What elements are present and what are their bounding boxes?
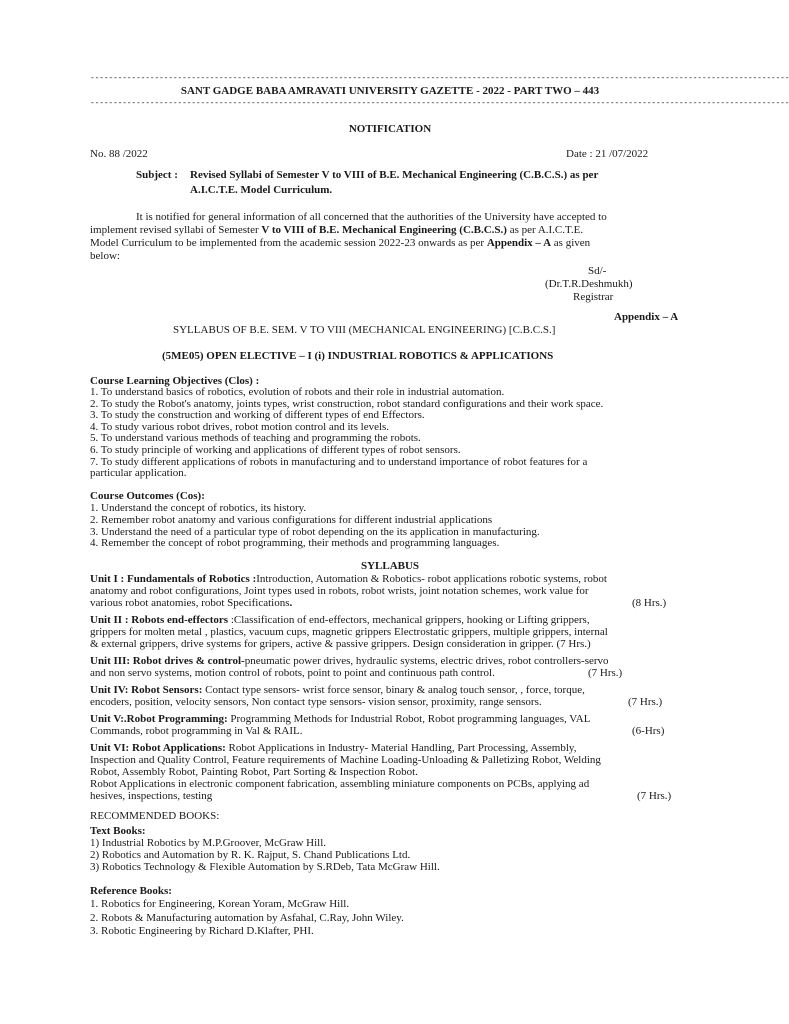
signatory-name: (Dr.T.R.Deshmukh) [545, 278, 633, 290]
recommended-books-heading: RECOMMENDED BOOKS: [90, 810, 220, 822]
unit-1-hours: (8 Hrs.) [632, 597, 667, 609]
unit-2-line-2: grippers for molten metal , plastics, vacuum cups, magnetic grippers Electrostatic grippers, multiple grippers, internal [90, 626, 608, 638]
notification-date: Date : 21 /07/2022 [566, 148, 649, 160]
objective-item: 3. To study the construction and working of different types of end Effectors. [90, 409, 425, 421]
body-line-3: Model Curriculum to be implemented from the academic session 2022-23 onwards as per Appendix – A as given [90, 237, 591, 249]
signature-sd: Sd/- [588, 265, 607, 277]
outcome-item: 1. Understand the concept of robotics, its history. [90, 502, 307, 514]
unit-2-line-1: Unit II : Robots end-effectors :Classification of end-effectors, mechanical grippers, hooking or Lifting grippers, [90, 614, 590, 626]
objective-item: particular application. [90, 467, 187, 479]
unit-2-line-3: & external grippers, drive systems for gripers, active & passive grippers. Design consideration in gripper. (7 Hrs.) [90, 638, 591, 650]
unit-6-line-2: Inspection and Quality Control, Feature requirements of Machine Loading-Unloading & Palletizing Robot, Welding [90, 754, 601, 766]
appendix-label: Appendix – A [614, 311, 679, 323]
outcomes-heading: Course Outcomes (Cos): [90, 490, 205, 502]
unit-6-line-3: Robot, Assembly Robot, Painting Robot, Part Sorting & Inspection Robot. [90, 766, 418, 778]
subject-line-1: Revised Syllabi of Semester V to VIII of B.E. Mechanical Engineering (C.B.C.S.) as per [190, 169, 599, 181]
objective-item: 7. To study different applications of robots in manufacturing and to understand importance of robot features for a [90, 456, 588, 468]
unit-5-hours: (6-Hrs) [632, 725, 665, 737]
outcome-item: 2. Remember robot anatomy and various configurations for different industrial applications [90, 514, 493, 526]
body-line-4: below: [90, 250, 120, 262]
objective-item: 4. To study various robot drives, robot motion control and its levels. [90, 421, 390, 433]
unit-3-line-2: and non servo systems, motion control of robots, point to point and continuous path control. [90, 667, 495, 679]
reference-books-heading: Reference Books: [90, 885, 172, 897]
body-line-1: It is notified for general information of all concerned that the authorities of the University have accepted to [136, 211, 607, 223]
header-rule-bottom: -------------------------------------------------------------------------------------------------------------------------------------------------------- [90, 99, 789, 108]
header-rule-top: -------------------------------------------------------------------------------------------------------------------------------------------------------- [90, 74, 789, 83]
text-book-item: 2) Robotics and Automation by R. K. Rajput, S. Chand Publications Ltd. [90, 849, 411, 861]
body-line-2: implement revised syllabi of Semester V to VIII of B.E. Mechanical Engineering (C.B.C.S.) as per A.I.C.T.E. [90, 224, 584, 236]
reference-book-item: 2. Robots & Manufacturing automation by Asfahal, C.Ray, John Wiley. [90, 912, 404, 924]
unit-4-hours: (7 Hrs.) [628, 696, 663, 708]
unit-6-line-1: Unit VI: Robot Applications: Robot Applications in Industry- Material Handling, Part Processing, Assembly, [90, 742, 577, 754]
unit-6-hours: (7 Hrs.) [637, 790, 672, 802]
objective-item: 6. To study principle of working and applications of different types of robot sensors. [90, 444, 461, 456]
text-book-item: 1) Industrial Robotics by M.P.Groover, McGraw Hill. [90, 837, 327, 849]
unit-4-line-1: Unit IV: Robot Sensors: Contact type sensors- wrist force sensor, binary & analog touch sensor, , force, torque, [90, 684, 585, 696]
signatory-title: Registrar [573, 291, 614, 303]
unit-6-line-4: Robot Applications in electronic component fabrication, assembling miniature components on PCBs, applying ad [90, 778, 590, 790]
unit-5-line-1: Unit V:.Robot Programming: Programming Methods for Industrial Robot, Robot programming languages, VAL [90, 713, 591, 725]
objective-item: 5. To understand various methods of teaching and programming the robots. [90, 432, 421, 444]
notification-number: No. 88 /2022 [90, 148, 148, 160]
text-books-heading: Text Books: [90, 825, 146, 837]
objective-item: 1. To understand basics of robotics, evolution of robots and their role in industrial automation. [90, 386, 505, 398]
unit-1-line-3: various robot anatomies, robot Specifications. [90, 597, 293, 609]
reference-book-item: 1. Robotics for Engineering, Korean Yoram, McGraw Hill. [90, 898, 350, 910]
gazette-title: SANT GADGE BABA AMRAVATI UNIVERSITY GAZETTE - 2022 - PART TWO – 443 [180, 85, 600, 97]
outcome-item: 3. Understand the need of a particular type of robot depending on the its application in manufacturing. [90, 526, 540, 538]
syllabus-title: SYLLABUS OF B.E. SEM. V TO VIII (MECHANICAL ENGINEERING) [C.B.C.S.] [173, 324, 556, 336]
notification-heading: NOTIFICATION [348, 123, 432, 135]
text-book-item: 3) Robotics Technology & Flexible Automation by S.RDeb, Tata McGraw Hill. [90, 861, 440, 873]
unit-1-line-1: Unit I : Fundamentals of Robotics :Introduction, Automation & Robotics- robot applications robotic systems, robot [90, 573, 607, 585]
unit-3-line-1: Unit III: Robot drives & control-pneumatic power drives, hydraulic systems, electric drives, robot controllers-servo [90, 655, 609, 667]
syllabus-heading: SYLLABUS [360, 560, 420, 572]
unit-6-line-5: hesives, inspections, testing [90, 790, 213, 802]
unit-5-line-2: Commands, robot programming in Val & RAIL. [90, 725, 303, 737]
reference-book-item: 3. Robotic Engineering by Richard D.Klafter, PHI. [90, 925, 314, 937]
objective-item: 2. To study the Robot's anatomy, joints types, wrist construction, robot standard configurations and their work space. [90, 398, 604, 410]
subject-line-2: A.I.C.T.E. Model Curriculum. [190, 184, 333, 196]
objectives-heading: Course Learning Objectives (Clos) : [90, 375, 260, 387]
unit-3-hours: (7 Hrs.) [588, 667, 623, 679]
unit-1-line-2: anatomy and robot configurations, Joint types used in robots, robot wrists, joint notation schemes, work value for [90, 585, 589, 597]
course-title: (5ME05) OPEN ELECTIVE – I (i) INDUSTRIAL ROBOTICS & APPLICATIONS [162, 350, 554, 362]
outcome-item: 4. Remember the concept of robot programming, their methods and programming languages. [90, 537, 500, 549]
unit-4-line-2: encoders, position, velocity sensors, Non contact type sensors- vision sensor, proximity, range sensors. [90, 696, 542, 708]
subject-label: Subject : [136, 169, 178, 181]
